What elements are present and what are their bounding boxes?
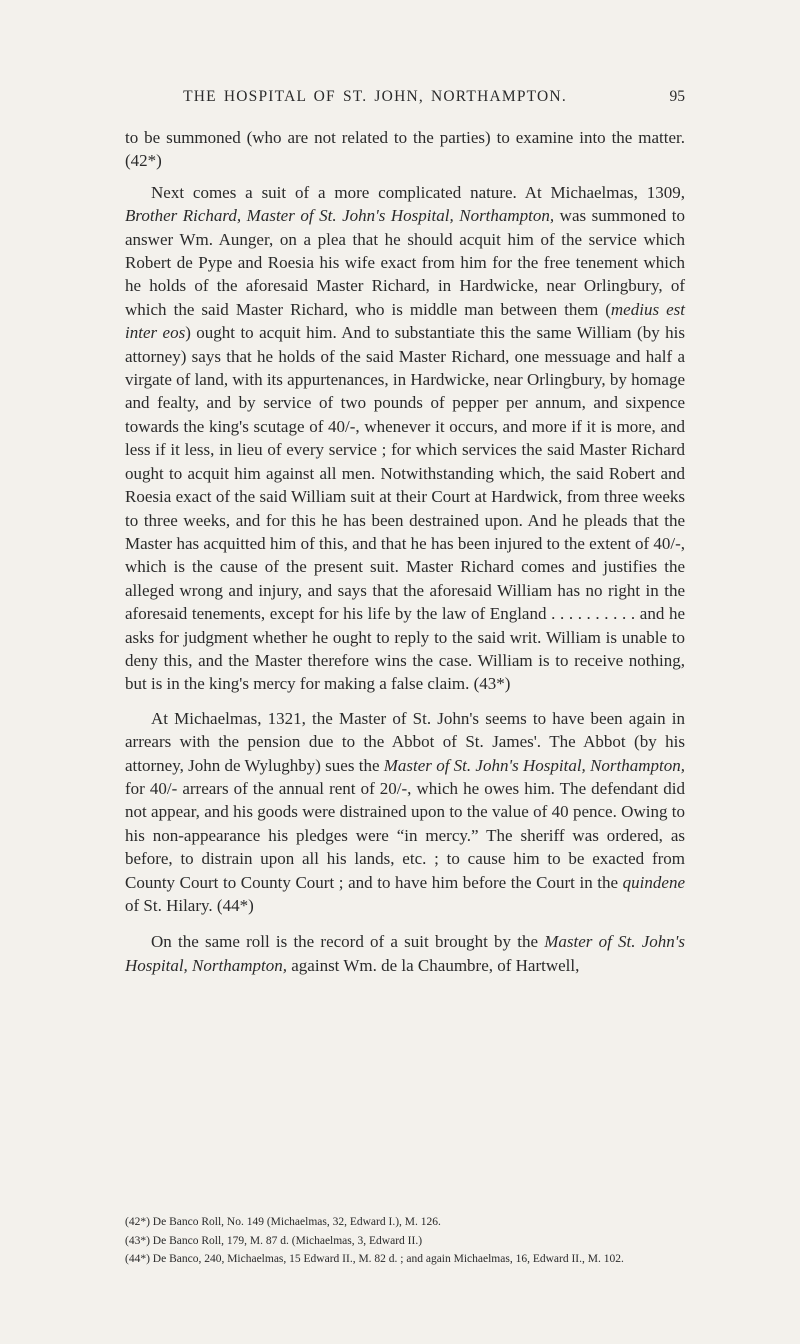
paragraph-4-text-a: On the same roll is the record of a suit brought by the [151,932,545,952]
paragraph-1 [125,126,685,173]
footnote-44: (44*) De Banco, 240, Michaelmas, 15 Edward II., M. 82 d. ; and again Michaelmas, 16, Edward II., M. 102. [125,1253,624,1265]
paragraph-2-text-a: Next comes a suit of a more complicated nature. At Michaelmas, 1309, [151,182,685,202]
footnotes [125,1215,685,1271]
running-title: THE HOSPITAL OF ST. JOHN, NORTHAMPTON. [183,88,567,105]
paragraph-4-text-c: against Wm. de la Chaumbre, of Hartwell, [287,955,580,975]
page-header [125,88,685,112]
paragraph-2-text-e: ) ought to acquit him. And to substantiate this the same William (by his attorney) says that he holds of the said Master Richard, one messuage and half a virgate of land, with its appurtenances, in Hardwicke, near Orlingbury, by homage and fealty, and by service of two pounds of pepper per annum, and sixpence towards the king's scutage of 40/-, whenever it occurs, and more if it is more, and less if it less, in lieu of every service ; for which services the said Master Richard ought to acquit him against all men. Notwithstanding which, the said Robert and Roesia exact of the said William suit at their Court at Hardwick, from three weeks to three weeks, and for this he has been destrained upon. And he pleads that the Master has acquitted him of this, and that he has been injured to the extent of 40/-, which is the cause of the present suit. Master Richard comes and justifies the alleged wrong and injury, and says that the aforesaid William has no right in the aforesaid tenements, except for his life by the law of England . . . . . . . . . . and he asks for judgment whether he ought to reply to the said writ. William is unable to deny this, and the Master therefore wins the case. William is to receive nothing, but is in the king's mercy for making a false claim. (43*) [125,323,685,694]
paragraph-2-italic-a: Brother Richard, Master of St. John's Hospital, Northampton, [125,206,555,226]
footnote-43: (43*) De Banco Roll, 179, M. 87 d. (Michaelmas, 3, Edward II.) [125,1234,423,1247]
paragraph-2 [125,181,685,696]
paragraph-3-text-e: of St. Hilary. (44*) [125,896,254,915]
paragraph-3 [125,707,685,918]
paragraph-3-italic-b: Master of St. John's Hospital, Northampton, [383,755,685,775]
paragraph-1-text: to be summoned (who are not related to the parties) to examine into the matter. (42*) [125,128,685,171]
body-text [125,126,685,977]
footnote-42: (42*) De Banco Roll, No. 149 (Michaelmas, 32, Edward I.), M. 126. [125,1216,441,1228]
paragraph-2-italic-d: medius est inter eos [125,299,686,343]
paragraph-3-text-c: for 40/- arrears of the annual rent of 20/-, which he owes him. The defendant did not appear, and his goods were distrained upon to the value of 40 pence. Owing to his non-appearance his pledges were “in mercy.” The sheriff was ordered, as before, to distrain upon all his lands, etc. ; to cause him to be exacted from County Court to County Court ; and to have him before the Court in the [125,778,685,892]
paragraph-4-italic-b: Master of St. John's Hospital, Northampton, [125,932,685,975]
paragraph-4 [125,930,685,977]
paragraph-2-text-c: was summoned to answer Wm. Aunger, on a plea that he should acquit him of the service which Robert de Pype and Roesia his wife exact from him for the free tenement which he holds of the aforesaid Master Richard, in Hardwicke, near Orlingbury, of which the said Master Richard, who is middle man between them ( [125,206,685,319]
page-number: 95 [669,88,685,105]
paragraph-3-text-a: At Michaelmas, 1321, the Master of St. John's seems to have been again in arrears with the pension due to the Abbot of St. James'. The Abbot (by his attorney, John de Wylughby) sues the [125,708,685,775]
paragraph-3-italic-d: quindene [622,872,685,892]
